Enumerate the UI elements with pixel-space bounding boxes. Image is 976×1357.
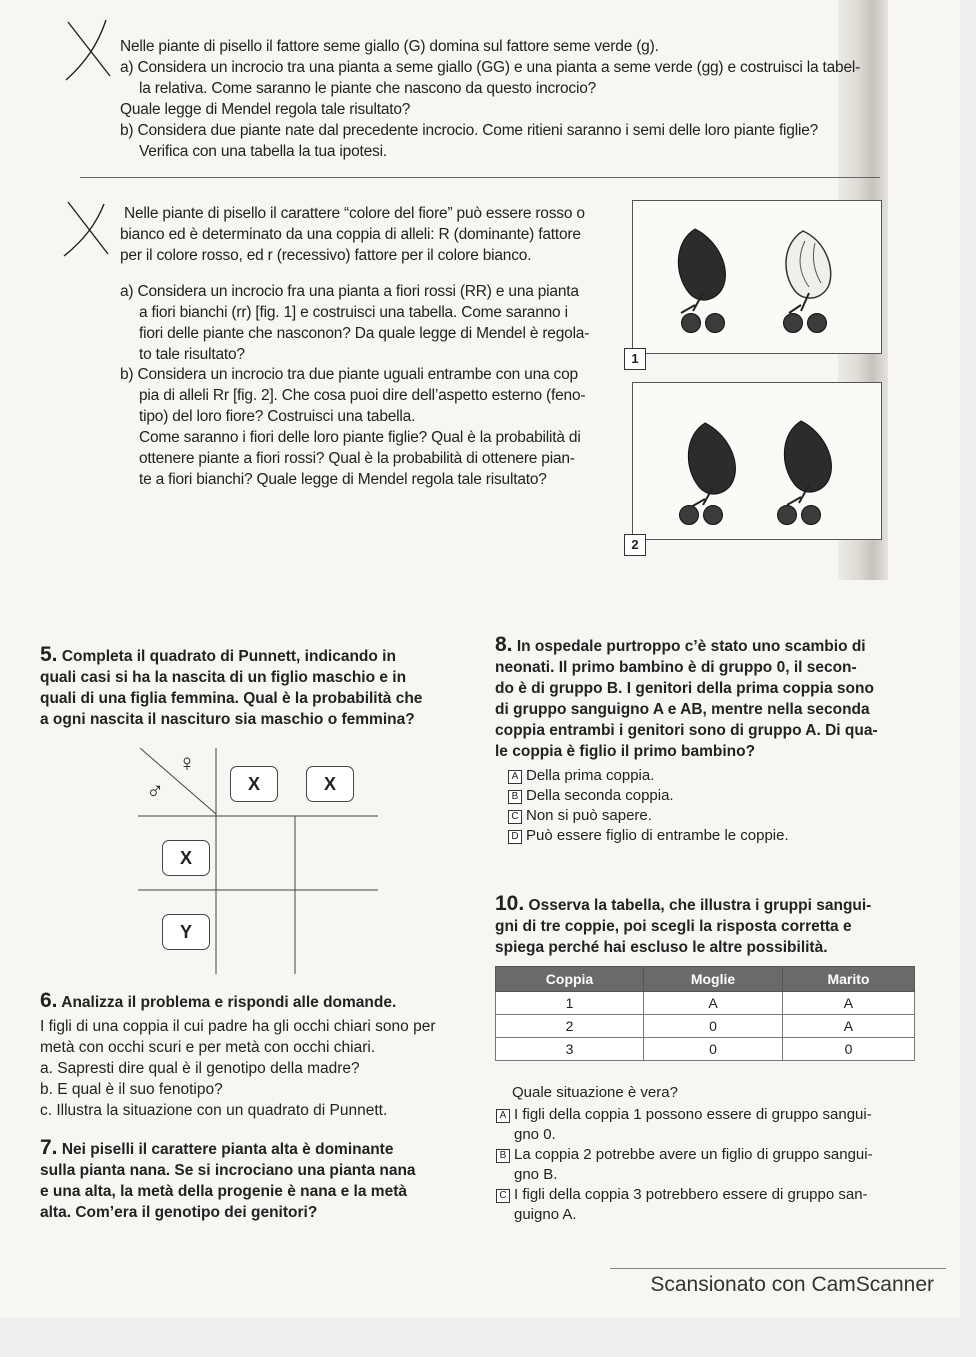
ex10-line: gni di tre coppie, poi scegli la risposta corretta e — [495, 918, 852, 935]
ex-top2-a-line: a) Considera un incrocio fra una pianta a fiori rossi (RR) e una pianta — [120, 283, 579, 300]
figure-2 — [632, 382, 882, 540]
punnett-row-allele: X — [162, 840, 210, 876]
flower-hybrid-illustration — [633, 383, 881, 539]
blood-group-table — [495, 966, 915, 1061]
ex6-question-a: a. Sapresti dire qual è il genotipo della madre? — [40, 1060, 360, 1077]
figure-1-number: 1 — [624, 348, 646, 370]
ex8-option-d[interactable]: D Può essere figlio di entrambe le coppie. — [508, 826, 789, 846]
seed-pair-rr — [681, 313, 729, 338]
ex8-options — [508, 766, 789, 846]
ex10-number: 10. — [495, 892, 525, 915]
pencil-x-mark-2 — [58, 196, 118, 262]
ex-top2-b-line: Come saranno i fiori delle loro piante figlie? Qual è la probabilità di — [139, 429, 581, 446]
ex-top1-b-line1: b) Considera due piante nate dal precedente incrocio. Come ritieni saranno i semi delle loro piante figlie? — [120, 122, 819, 139]
ex6-title: Analizza il problema e rispondi alle domande. — [61, 994, 397, 1011]
ex8-line: coppia entrambi i genitori sono di gruppo A. Di qua- — [495, 722, 878, 739]
ex-top1-a-line2: la relativa. Come saranno le piante che nascono da questo incrocio? — [139, 80, 597, 97]
ex7-line: sulla pianta nana. Se si incrociano una pianta nana — [40, 1162, 416, 1179]
table-header-coppia: Coppia — [496, 967, 644, 992]
figure-1 — [632, 200, 882, 354]
exercise-7: 7. Nei piselli il carattere pianta alta è dominante sulla pianta nana. Se si incrociano una pianta nana e una alta, la metà della progenie è nana e la metà alta. Com’era il genotipo dei genitori? — [40, 1136, 416, 1221]
exercise-8: 8. In ospedale purtroppo c’è stato uno scambio di neonati. Il primo bambino è di gruppo 0, il secon- do è di gruppo B. I genitori della prima coppia sono di gruppo sanguigno A e AB, mentre nella seconda coppia entrambi i genitori sono di gruppo A. Di qua- le coppia è figlio il primo bambino? — [495, 633, 878, 760]
table-row: 1 A A — [496, 992, 915, 1015]
ex-top2-line: bianco ed è determinato da una coppia di alleli: R (dominante) fattore — [120, 226, 581, 243]
punnett-col-allele: X — [230, 766, 278, 802]
ex10-line: spiega perché hai escluso le altre possibilità. — [495, 939, 828, 956]
flower-red-and-white-illustration — [633, 201, 881, 353]
ex8-line: di gruppo sanguigno A e AB, mentre nella seconda — [495, 701, 870, 718]
ex7-line: e una alta, la metà della progenie è nana e la metà — [40, 1183, 407, 1200]
table-header-marito: Marito — [782, 967, 914, 992]
ex5-line: quali casi si ha la nascita di un figlio maschio e in — [40, 669, 407, 686]
ex-top2-b-line: te a fiori bianchi? Quale legge di Mendel regola tale risultato? — [139, 471, 547, 488]
punnett-square — [120, 748, 380, 974]
ex-top2-b-line: ottenere piante a fiori rossi? Qual è la probabilità di ottenere pian- — [139, 450, 575, 467]
ex5-line: 5. Completa il quadrato di Punnett, indicando in — [40, 643, 396, 666]
exercise-6 — [40, 990, 435, 1121]
ex8-line: neonati. Il primo bambino è di gruppo 0, il secon- — [495, 659, 857, 676]
table-row: 2 0 A — [496, 1015, 915, 1038]
ex5-line: quali di una figlia femmina. Qual è la probabilità che — [40, 690, 423, 707]
ex7-line: alta. Com’era il genotipo dei genitori? — [40, 1204, 318, 1221]
table-header-moglie: Moglie — [644, 967, 783, 992]
punnett-row-allele: Y — [162, 914, 210, 950]
ex-top1-a-line3: Quale legge di Mendel regola tale risultato? — [120, 101, 411, 118]
divider — [80, 177, 880, 178]
ex-top1-a-line1: a) Considera un incrocio tra una pianta a seme giallo (GG) e una pianta a seme verde (gg) e costruisci la tabel- — [120, 59, 861, 76]
table-row: 3 0 0 — [496, 1038, 915, 1061]
ex-top2-a-line: a fiori bianchi (rr) [fig. 1] e costruisci una tabella. Come saranno i — [139, 304, 568, 321]
ex5-line: a ogni nascita il nascituro sia maschio o femmina? — [40, 711, 415, 728]
ex-top2-b-line: b) Considera un incrocio tra due piante uguali entrambe con una cop — [120, 366, 578, 383]
ex8-option-b[interactable]: B Della seconda coppia. — [508, 786, 789, 806]
ex8-line: do è di gruppo B. I genitori della prima coppia sono — [495, 680, 874, 697]
ex8-option-a[interactable]: A Della prima coppia. — [508, 766, 789, 786]
male-symbol: ♂ — [146, 778, 164, 805]
figure-2-number: 2 — [624, 534, 646, 556]
ex6-line: I figli di una coppia il cui padre ha gli occhi chiari sono per — [40, 1018, 436, 1035]
ex-top2-line: Nelle piante di pisello il carattere “colore del fiore” può essere rosso o — [124, 205, 585, 222]
ex6-number: 6. — [40, 989, 58, 1012]
ex10-option-a[interactable]: A I figli della coppia 1 possono essere di gruppo sangui- — [496, 1105, 936, 1125]
ex-top1-b-line2: Verifica con una tabella la tua ipotesi. — [139, 143, 387, 160]
ex-top2-line: per il colore rosso, ed r (recessivo) fattore per il colore bianco. — [120, 247, 532, 264]
ex-top2-a-line: fiori delle piante che nasconon? Da quale legge di Mendel è regola- — [139, 325, 590, 342]
ex8-number: 8. — [495, 633, 513, 656]
exercise-10: 10. Osserva la tabella, che illustra i gruppi sangui- gni di tre coppie, poi scegli la risposta corretta e spiega perché hai escluso le altre possibilità. — [495, 892, 872, 956]
ex8-line: le coppia è figlio il primo bambino? — [495, 743, 756, 760]
punnett-col-allele: X — [306, 766, 354, 802]
ex6-line: metà con occhi scuri e per metà con occhi chiari. — [40, 1039, 376, 1056]
exercise-5 — [40, 644, 422, 730]
ex-top2-b-line: tipo) del loro fiore? Costruisci una tabella. — [139, 408, 416, 425]
camscanner-footer: Scansionato con CamScanner — [650, 1273, 934, 1296]
ex-top2-a-line: to tale risultato? — [139, 346, 245, 363]
ex6-question-c: c. Illustra la situazione con un quadrato di Punnett. — [40, 1102, 388, 1119]
seed-pair-ww — [783, 313, 831, 338]
ex-top2-b-line: pia di alleli Rr [fig. 2]. Che cosa puoi dire dell’aspetto esterno (feno- — [139, 387, 586, 404]
seed-pair-rr-hybrid — [679, 505, 727, 530]
pencil-x-mark-1 — [58, 14, 118, 84]
female-symbol: ♀ — [178, 750, 196, 777]
ex10-options: A I figli della coppia 1 possono essere di gruppo sangui- gno 0. B La coppia 2 potrebbe avere un figlio di gruppo sangui- gno B. C I figli della coppia 3 potrebbero essere di gruppo san- guigno A. — [496, 1105, 936, 1225]
ex5-number: 5. — [40, 643, 58, 666]
ex6-question-b: b. E qual è il suo fenotipo? — [40, 1081, 223, 1098]
footer-divider — [610, 1268, 946, 1269]
ex10-question: Quale situazione è vera? — [512, 1084, 678, 1101]
ex7-number: 7. — [40, 1136, 58, 1159]
ex10-option-c[interactable]: C I figli della coppia 3 potrebbero essere di gruppo san- — [496, 1185, 936, 1205]
ex10-option-b[interactable]: B La coppia 2 potrebbe avere un figlio di gruppo sangui- — [496, 1145, 936, 1165]
seed-pair-rr-hybrid — [777, 505, 825, 530]
ex8-option-c[interactable]: C Non si può sapere. — [508, 806, 789, 826]
ex-top1-intro: Nelle piante di pisello il fattore seme giallo (G) domina sul fattore seme verde (g). — [120, 38, 659, 55]
